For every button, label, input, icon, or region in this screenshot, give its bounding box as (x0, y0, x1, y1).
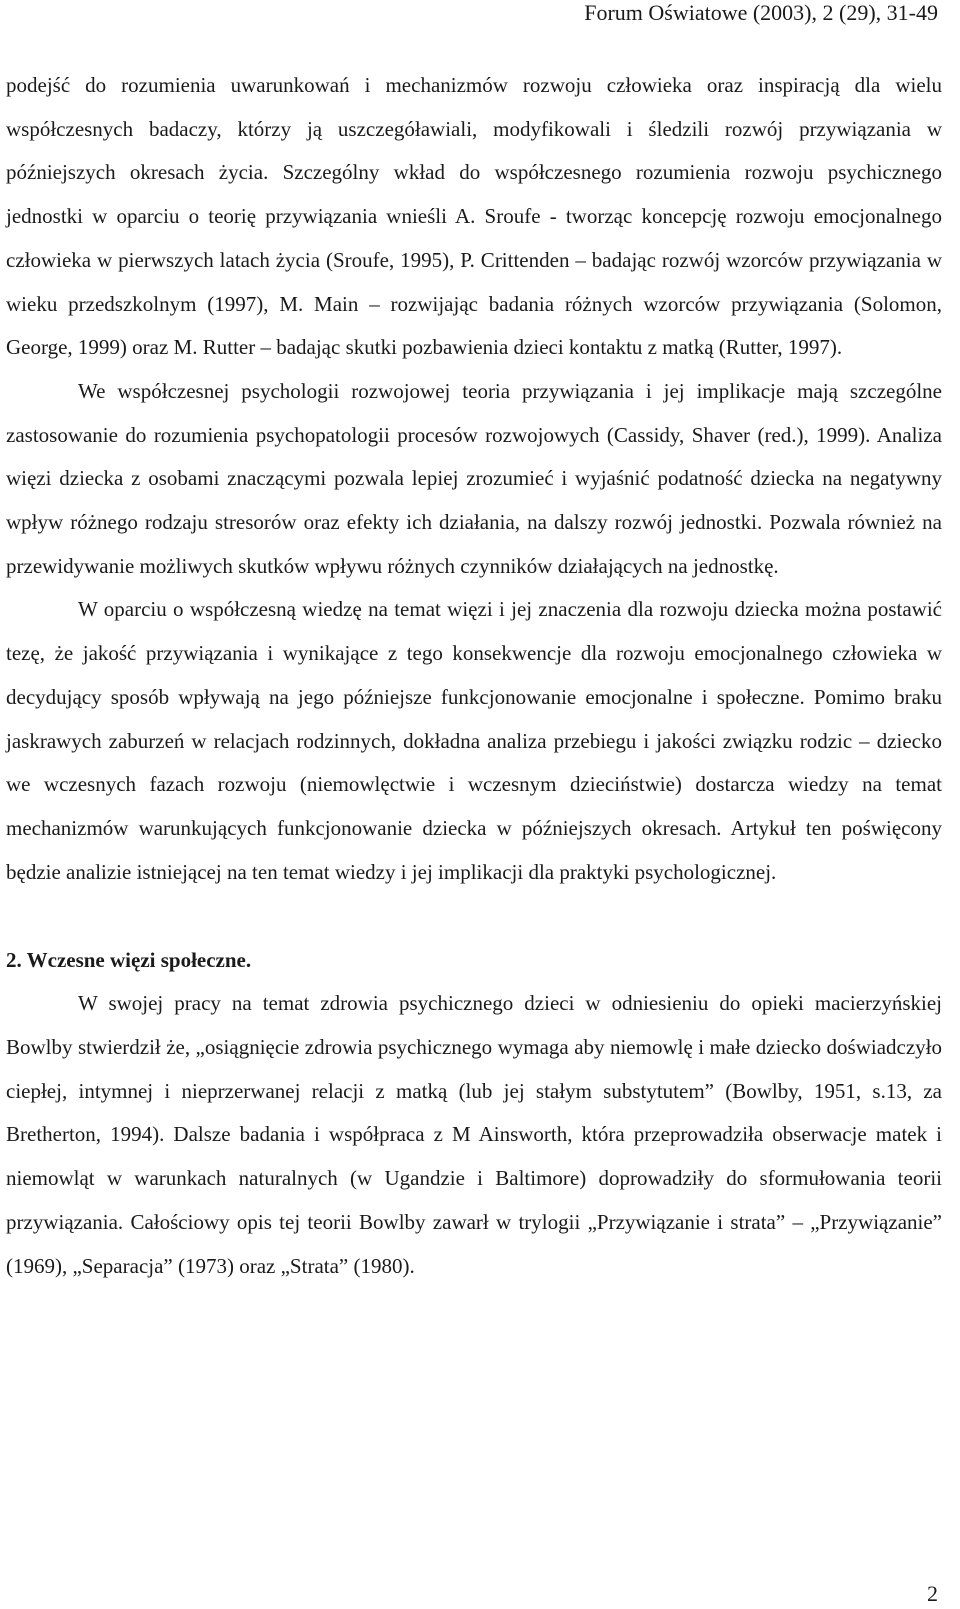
page-number: 2 (927, 1581, 938, 1606)
paragraph-bowlby: W swojej pracy na temat zdrowia psychicznego dzieci w odniesieniu do opieki macierzyńskiej Bowlby stwierdził że, „osiągnięcie zdrowia psychicznego wymaga aby niemowlę i małe dziecko doświadczyło ciepłej, intymnej i nieprzerwanej relacji z matką (lub jej stałym substytutem” (Bowlby, 1951, s.13, za Bretherton, 1994). Dalsze badania i współpraca z M Ainsworth, która przeprowadziła obserwacje matek i niemowląt w warunkach naturalnych (w Ugandzie i Baltimore) doprowadziły do sformułowania teorii przywiązania. Całościowy opis tej teorii Bowlby zawarł w trylogii „Przywiązanie i strata” – „Przywiązanie” (1969), „Separacja” (1973) oraz „Strata” (1980). (6, 991, 942, 1278)
paragraph-continuation: podejść do rozumienia uwarunkowań i mechanizmów rozwoju człowieka oraz inspiracją dla wielu współczesnych badaczy, którzy ją uszczegóławiali, modyfikowali i śledzili rozwój przywiązania w późniejszych okresach życia. Szczególny wkład do współczesnego rozumienia rozwoju psychicznego jednostki w oparciu o teorię przywiązania wnieśli A. Sroufe - tworząc koncepcję rozwoju emocjonalnego człowieka w pierwszych latach życia (Sroufe, 1995), P. Crittenden – badając rozwój wzorców przywiązania w wieku przedszkolnym (1997), M. Main – rozwijając badania różnych wzorców przywiązania (Solomon, George, 1999) oraz M. Rutter – badając skutki pozbawienia dzieci kontaktu z matką (Rutter, 1997). (6, 73, 942, 360)
document-body (6, 64, 942, 1288)
running-header: Forum Oświatowe (2003), 2 (29), 31-49 (584, 0, 938, 25)
section-heading: 2. Wczesne więzi społeczne. (6, 948, 252, 973)
paragraph-psychopathology: We współczesnej psychologii rozwojowej teoria przywiązania i jej implikacje mają szczególne zastosowanie do rozumienia psychopatologii procesów rozwojowych (Cassidy, Shaver (red.), 1999). Analiza więzi dziecka z osobami znaczącymi pozwala lepiej zrozumieć i wyjaśnić podatność dziecka na negatywny wpływ różnego rodzaju stresorów oraz efekty ich działania, na dalszy rozwój jednostki. Pozwala również na przewidywanie możliwych skutków wpływu różnych czynników działających na jednostkę. (6, 378, 942, 578)
paragraph-thesis: W oparciu o współczesną wiedzę na temat więzi i jej znaczenia dla rozwoju dziecka można postawić tezę, że jakość przywiązania i wynikające z tego konsekwencje dla rozwoju emocjonalnego człowieka w decydujący sposób wpływają na jego późniejsze funkcjonowanie emocjonalne i społeczne. Pomimo braku jaskrawych zaburzeń w relacjach rodzinnych, dokładna analiza przebiegu i jakości związku rodzic – dziecko we wczesnych fazach rozwoju (niemowlęctwie i wczesnym dzieciństwie) dostarcza wiedzy na temat mechanizmów warunkujących funkcjonowanie dziecka w późniejszych okresach. Artykuł ten poświęcony będzie analizie istniejącej na ten temat wiedzy i jej implikacji dla praktyki psychologicznej. (6, 597, 942, 884)
